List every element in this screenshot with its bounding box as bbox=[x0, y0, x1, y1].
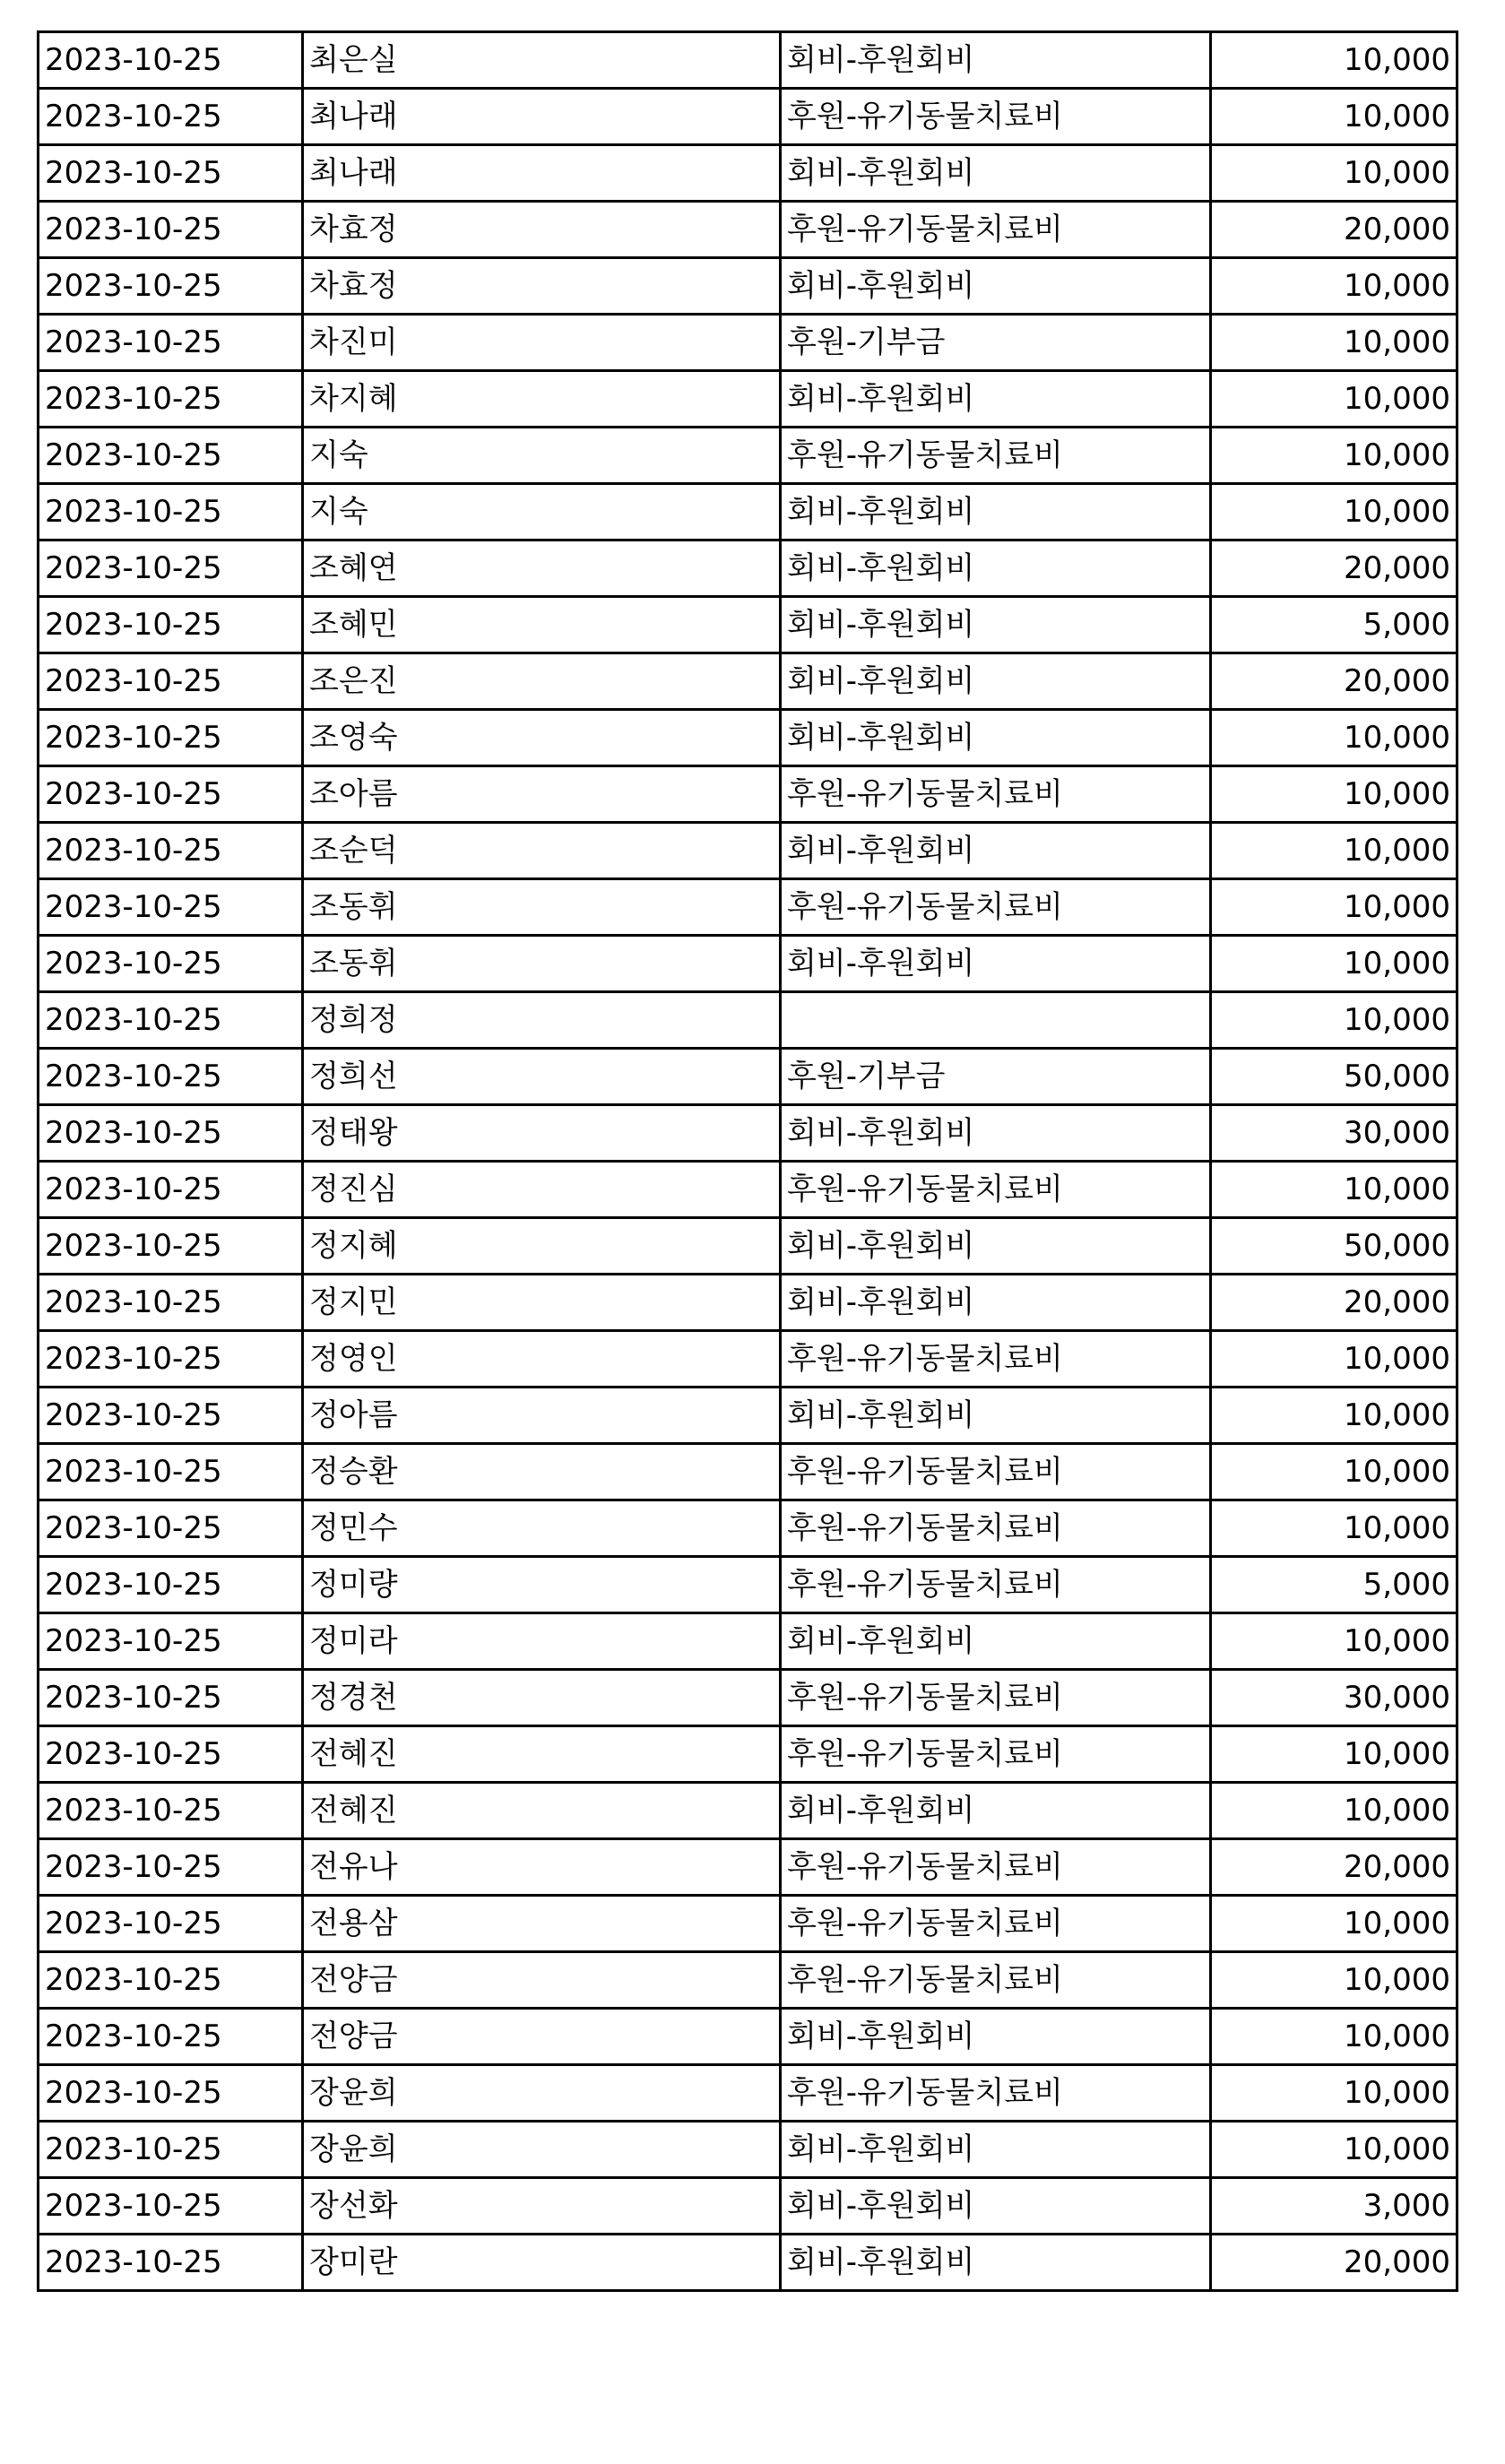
name-cell: 조은진 bbox=[303, 653, 781, 710]
amount-cell: 30,000 bbox=[1211, 1670, 1457, 1726]
name-cell: 전양금 bbox=[303, 1952, 781, 2009]
amount-cell: 10,000 bbox=[1211, 371, 1457, 428]
table-row bbox=[39, 1839, 1457, 1896]
amount-cell: 10,000 bbox=[1211, 1613, 1457, 1670]
amount-cell: 10,000 bbox=[1211, 1444, 1457, 1500]
table-row bbox=[39, 1444, 1457, 1500]
category-cell: 후원-유기동물치료비 bbox=[781, 1839, 1211, 1896]
name-cell: 전양금 bbox=[303, 2009, 781, 2065]
name-cell: 정태왕 bbox=[303, 1105, 781, 1162]
name-cell: 차진미 bbox=[303, 315, 781, 371]
name-cell: 정아름 bbox=[303, 1388, 781, 1444]
date-cell: 2023-10-25 bbox=[39, 1839, 303, 1896]
amount-cell: 10,000 bbox=[1211, 32, 1457, 89]
date-cell: 2023-10-25 bbox=[39, 1388, 303, 1444]
name-cell: 정지민 bbox=[303, 1275, 781, 1331]
table-row bbox=[39, 258, 1457, 315]
category-cell: 후원-유기동물치료비 bbox=[781, 2065, 1211, 2122]
name-cell: 장윤희 bbox=[303, 2122, 781, 2178]
amount-cell: 10,000 bbox=[1211, 823, 1457, 879]
table-row bbox=[39, 823, 1457, 879]
name-cell: 최나래 bbox=[303, 89, 781, 145]
table-row bbox=[39, 315, 1457, 371]
table-row bbox=[39, 371, 1457, 428]
table-row bbox=[39, 1726, 1457, 1783]
date-cell: 2023-10-25 bbox=[39, 1783, 303, 1839]
name-cell: 정진심 bbox=[303, 1162, 781, 1218]
ledger-body bbox=[39, 32, 1457, 2291]
table-row bbox=[39, 710, 1457, 766]
category-cell: 후원-유기동물치료비 bbox=[781, 766, 1211, 823]
table-row bbox=[39, 484, 1457, 540]
table-row bbox=[39, 1049, 1457, 1105]
table-row bbox=[39, 202, 1457, 258]
table-row bbox=[39, 653, 1457, 710]
category-cell: 후원-유기동물치료비 bbox=[781, 89, 1211, 145]
category-cell: 후원-유기동물치료비 bbox=[781, 1670, 1211, 1726]
date-cell: 2023-10-25 bbox=[39, 2065, 303, 2122]
category-cell: 회비-후원회비 bbox=[781, 371, 1211, 428]
category-cell: 후원-유기동물치료비 bbox=[781, 1952, 1211, 2009]
name-cell: 조아름 bbox=[303, 766, 781, 823]
name-cell: 차지혜 bbox=[303, 371, 781, 428]
table-row bbox=[39, 540, 1457, 597]
category-cell: 회비-후원회비 bbox=[781, 1613, 1211, 1670]
name-cell: 조혜민 bbox=[303, 597, 781, 653]
name-cell: 조동휘 bbox=[303, 879, 781, 936]
amount-cell: 10,000 bbox=[1211, 2065, 1457, 2122]
amount-cell: 10,000 bbox=[1211, 879, 1457, 936]
name-cell: 차효정 bbox=[303, 258, 781, 315]
table-row bbox=[39, 1105, 1457, 1162]
category-cell: 후원-유기동물치료비 bbox=[781, 1162, 1211, 1218]
category-cell: 회비-후원회비 bbox=[781, 2009, 1211, 2065]
category-cell: 후원-유기동물치료비 bbox=[781, 1444, 1211, 1500]
date-cell: 2023-10-25 bbox=[39, 371, 303, 428]
category-cell: 회비-후원회비 bbox=[781, 1783, 1211, 1839]
date-cell: 2023-10-25 bbox=[39, 653, 303, 710]
name-cell: 지숙 bbox=[303, 484, 781, 540]
name-cell: 정희정 bbox=[303, 992, 781, 1049]
table-row bbox=[39, 1500, 1457, 1557]
amount-cell: 30,000 bbox=[1211, 1105, 1457, 1162]
amount-cell: 10,000 bbox=[1211, 1162, 1457, 1218]
amount-cell: 10,000 bbox=[1211, 428, 1457, 484]
name-cell: 정미량 bbox=[303, 1557, 781, 1613]
name-cell: 전용삼 bbox=[303, 1896, 781, 1952]
date-cell: 2023-10-25 bbox=[39, 2178, 303, 2235]
date-cell: 2023-10-25 bbox=[39, 1331, 303, 1388]
name-cell: 전혜진 bbox=[303, 1726, 781, 1783]
category-cell: 회비-후원회비 bbox=[781, 936, 1211, 992]
category-cell: 회비-후원회비 bbox=[781, 1275, 1211, 1331]
date-cell: 2023-10-25 bbox=[39, 766, 303, 823]
date-cell: 2023-10-25 bbox=[39, 89, 303, 145]
table-row bbox=[39, 2178, 1457, 2235]
date-cell: 2023-10-25 bbox=[39, 936, 303, 992]
amount-cell: 20,000 bbox=[1211, 2235, 1457, 2291]
name-cell: 전유나 bbox=[303, 1839, 781, 1896]
amount-cell: 10,000 bbox=[1211, 258, 1457, 315]
category-cell: 회비-후원회비 bbox=[781, 258, 1211, 315]
table-row bbox=[39, 1218, 1457, 1275]
amount-cell: 10,000 bbox=[1211, 992, 1457, 1049]
table-row bbox=[39, 428, 1457, 484]
date-cell: 2023-10-25 bbox=[39, 145, 303, 202]
donation-ledger-table bbox=[37, 30, 1458, 2292]
table-row bbox=[39, 2009, 1457, 2065]
name-cell: 장미란 bbox=[303, 2235, 781, 2291]
table-row bbox=[39, 936, 1457, 992]
date-cell: 2023-10-25 bbox=[39, 2009, 303, 2065]
date-cell: 2023-10-25 bbox=[39, 1670, 303, 1726]
name-cell: 정지혜 bbox=[303, 1218, 781, 1275]
amount-cell: 10,000 bbox=[1211, 1500, 1457, 1557]
table-row bbox=[39, 1557, 1457, 1613]
category-cell: 후원-유기동물치료비 bbox=[781, 428, 1211, 484]
date-cell: 2023-10-25 bbox=[39, 2122, 303, 2178]
amount-cell: 10,000 bbox=[1211, 2009, 1457, 2065]
date-cell: 2023-10-25 bbox=[39, 258, 303, 315]
category-cell: 회비-후원회비 bbox=[781, 145, 1211, 202]
name-cell: 정희선 bbox=[303, 1049, 781, 1105]
category-cell: 회비-후원회비 bbox=[781, 710, 1211, 766]
category-cell: 후원-유기동물치료비 bbox=[781, 1557, 1211, 1613]
date-cell: 2023-10-25 bbox=[39, 1275, 303, 1331]
amount-cell: 10,000 bbox=[1211, 1388, 1457, 1444]
category-cell: 후원-유기동물치료비 bbox=[781, 1500, 1211, 1557]
table-row bbox=[39, 1275, 1457, 1331]
name-cell: 장윤희 bbox=[303, 2065, 781, 2122]
table-row bbox=[39, 1162, 1457, 1218]
name-cell: 지숙 bbox=[303, 428, 781, 484]
category-cell: 회비-후원회비 bbox=[781, 597, 1211, 653]
table-row bbox=[39, 2235, 1457, 2291]
name-cell: 정경천 bbox=[303, 1670, 781, 1726]
category-cell bbox=[781, 992, 1211, 1049]
amount-cell: 20,000 bbox=[1211, 540, 1457, 597]
amount-cell: 5,000 bbox=[1211, 597, 1457, 653]
date-cell: 2023-10-25 bbox=[39, 32, 303, 89]
name-cell: 정승환 bbox=[303, 1444, 781, 1500]
date-cell: 2023-10-25 bbox=[39, 1218, 303, 1275]
amount-cell: 10,000 bbox=[1211, 1783, 1457, 1839]
amount-cell: 5,000 bbox=[1211, 1557, 1457, 1613]
amount-cell: 20,000 bbox=[1211, 653, 1457, 710]
category-cell: 후원-유기동물치료비 bbox=[781, 202, 1211, 258]
category-cell: 회비-후원회비 bbox=[781, 484, 1211, 540]
category-cell: 후원-기부금 bbox=[781, 1049, 1211, 1105]
name-cell: 전혜진 bbox=[303, 1783, 781, 1839]
amount-cell: 10,000 bbox=[1211, 484, 1457, 540]
date-cell: 2023-10-25 bbox=[39, 597, 303, 653]
amount-cell: 3,000 bbox=[1211, 2178, 1457, 2235]
category-cell: 회비-후원회비 bbox=[781, 2122, 1211, 2178]
table-row bbox=[39, 766, 1457, 823]
category-cell: 회비-후원회비 bbox=[781, 1105, 1211, 1162]
category-cell: 회비-후원회비 bbox=[781, 540, 1211, 597]
category-cell: 후원-유기동물치료비 bbox=[781, 1726, 1211, 1783]
amount-cell: 10,000 bbox=[1211, 315, 1457, 371]
name-cell: 차효정 bbox=[303, 202, 781, 258]
table-row bbox=[39, 1331, 1457, 1388]
table-row bbox=[39, 1952, 1457, 2009]
amount-cell: 20,000 bbox=[1211, 1839, 1457, 1896]
name-cell: 정영인 bbox=[303, 1331, 781, 1388]
date-cell: 2023-10-25 bbox=[39, 1049, 303, 1105]
date-cell: 2023-10-25 bbox=[39, 710, 303, 766]
amount-cell: 10,000 bbox=[1211, 1726, 1457, 1783]
category-cell: 회비-후원회비 bbox=[781, 653, 1211, 710]
amount-cell: 20,000 bbox=[1211, 1275, 1457, 1331]
table-row bbox=[39, 1670, 1457, 1726]
name-cell: 조동휘 bbox=[303, 936, 781, 992]
amount-cell: 10,000 bbox=[1211, 710, 1457, 766]
table-row bbox=[39, 32, 1457, 89]
date-cell: 2023-10-25 bbox=[39, 1952, 303, 2009]
table-row bbox=[39, 1613, 1457, 1670]
amount-cell: 10,000 bbox=[1211, 145, 1457, 202]
name-cell: 조혜연 bbox=[303, 540, 781, 597]
category-cell: 회비-후원회비 bbox=[781, 2235, 1211, 2291]
date-cell: 2023-10-25 bbox=[39, 1896, 303, 1952]
category-cell: 회비-후원회비 bbox=[781, 1218, 1211, 1275]
date-cell: 2023-10-25 bbox=[39, 540, 303, 597]
name-cell: 정미라 bbox=[303, 1613, 781, 1670]
date-cell: 2023-10-25 bbox=[39, 484, 303, 540]
table-row bbox=[39, 2065, 1457, 2122]
amount-cell: 10,000 bbox=[1211, 1331, 1457, 1388]
table-row bbox=[39, 879, 1457, 936]
table-row bbox=[39, 1388, 1457, 1444]
date-cell: 2023-10-25 bbox=[39, 2235, 303, 2291]
date-cell: 2023-10-25 bbox=[39, 1613, 303, 1670]
table-row bbox=[39, 1896, 1457, 1952]
date-cell: 2023-10-25 bbox=[39, 202, 303, 258]
category-cell: 후원-유기동물치료비 bbox=[781, 1896, 1211, 1952]
amount-cell: 10,000 bbox=[1211, 2122, 1457, 2178]
date-cell: 2023-10-25 bbox=[39, 1726, 303, 1783]
date-cell: 2023-10-25 bbox=[39, 879, 303, 936]
amount-cell: 10,000 bbox=[1211, 89, 1457, 145]
table-row bbox=[39, 89, 1457, 145]
date-cell: 2023-10-25 bbox=[39, 1444, 303, 1500]
name-cell: 최나래 bbox=[303, 145, 781, 202]
name-cell: 조순덕 bbox=[303, 823, 781, 879]
date-cell: 2023-10-25 bbox=[39, 1162, 303, 1218]
table-row bbox=[39, 992, 1457, 1049]
category-cell: 회비-후원회비 bbox=[781, 1388, 1211, 1444]
amount-cell: 10,000 bbox=[1211, 1896, 1457, 1952]
name-cell: 정민수 bbox=[303, 1500, 781, 1557]
category-cell: 후원-기부금 bbox=[781, 315, 1211, 371]
category-cell: 후원-유기동물치료비 bbox=[781, 879, 1211, 936]
category-cell: 회비-후원회비 bbox=[781, 823, 1211, 879]
amount-cell: 50,000 bbox=[1211, 1049, 1457, 1105]
category-cell: 회비-후원회비 bbox=[781, 32, 1211, 89]
table-row bbox=[39, 145, 1457, 202]
date-cell: 2023-10-25 bbox=[39, 1105, 303, 1162]
table-row bbox=[39, 1783, 1457, 1839]
amount-cell: 50,000 bbox=[1211, 1218, 1457, 1275]
table-row bbox=[39, 597, 1457, 653]
date-cell: 2023-10-25 bbox=[39, 823, 303, 879]
amount-cell: 20,000 bbox=[1211, 202, 1457, 258]
name-cell: 조영숙 bbox=[303, 710, 781, 766]
amount-cell: 10,000 bbox=[1211, 936, 1457, 992]
category-cell: 회비-후원회비 bbox=[781, 2178, 1211, 2235]
category-cell: 후원-유기동물치료비 bbox=[781, 1331, 1211, 1388]
name-cell: 최은실 bbox=[303, 32, 781, 89]
amount-cell: 10,000 bbox=[1211, 766, 1457, 823]
date-cell: 2023-10-25 bbox=[39, 1557, 303, 1613]
date-cell: 2023-10-25 bbox=[39, 428, 303, 484]
name-cell: 장선화 bbox=[303, 2178, 781, 2235]
amount-cell: 10,000 bbox=[1211, 1952, 1457, 2009]
date-cell: 2023-10-25 bbox=[39, 315, 303, 371]
table-row bbox=[39, 2122, 1457, 2178]
date-cell: 2023-10-25 bbox=[39, 992, 303, 1049]
date-cell: 2023-10-25 bbox=[39, 1500, 303, 1557]
